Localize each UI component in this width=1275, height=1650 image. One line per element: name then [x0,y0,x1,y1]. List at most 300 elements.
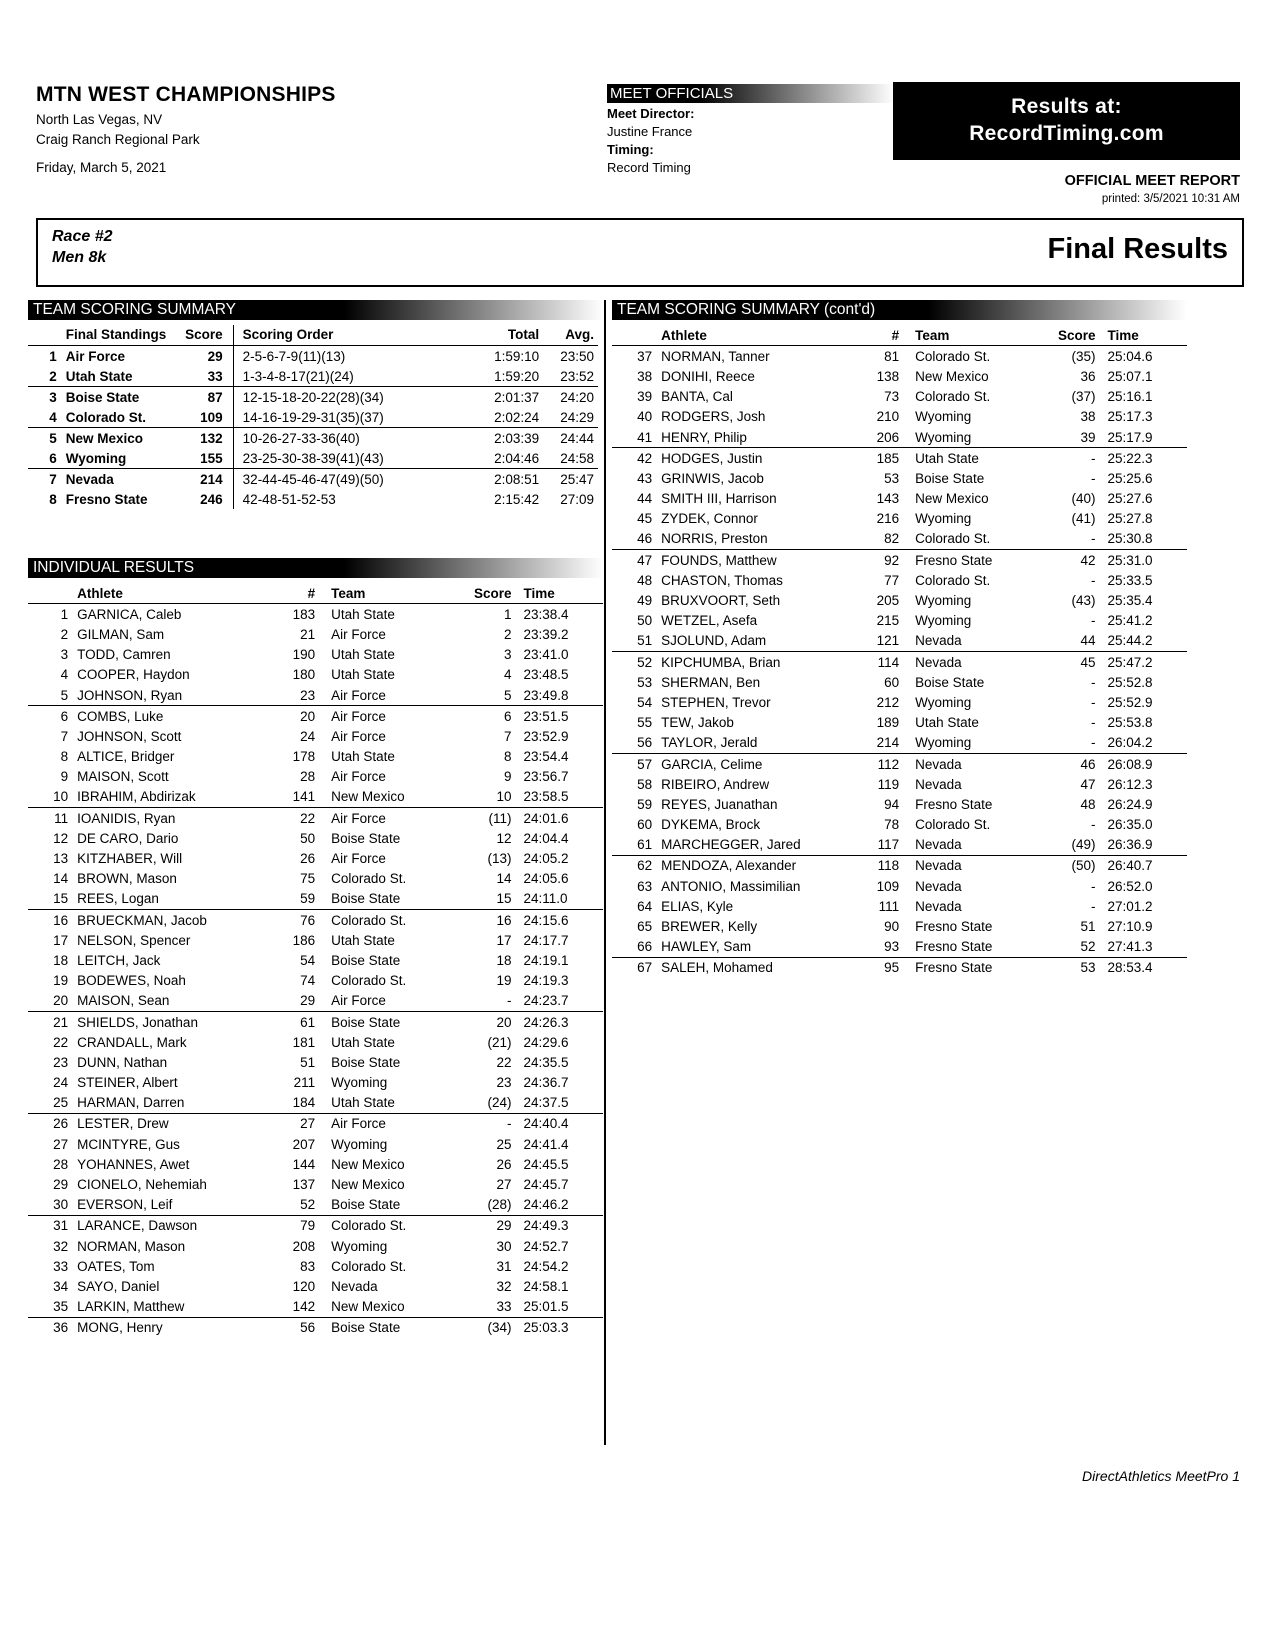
athlete-time: 23:54.4 [523,749,569,765]
athlete-score: - [1091,613,1096,629]
athlete-team: Wyoming [915,427,1040,448]
header-avg: Avg. [539,325,598,346]
athlete-time: 25:53.8 [1107,715,1153,731]
athlete-time: 24:52.7 [523,1238,569,1254]
team-name: Air Force [65,348,126,364]
athlete-score: - [1091,450,1096,466]
athlete-team: Colorado St. [915,389,991,405]
team-score: 155 [181,448,233,469]
athlete-score: 16 [496,912,512,928]
athlete-team: Boise State [331,1320,401,1336]
table-row [28,991,603,1012]
header-time: Time [1108,325,1187,346]
athlete-place: 35 [28,1297,77,1318]
table-row [612,509,1187,529]
athlete-bib: 61 [300,1014,316,1030]
athlete-team: Wyoming [331,1075,388,1091]
athlete-bib: 120 [292,1278,316,1294]
results-at-line1: Results at: [1011,95,1122,119]
team-rank: 8 [49,491,57,507]
athlete-name: ZYDEK, Connor [661,511,758,527]
athlete-name: NORMAN, Mason [77,1238,186,1254]
table-row [28,1174,603,1194]
athlete-name: RIBEIRO, Andrew [661,776,770,792]
team-scoring-contd-bar [612,300,1187,320]
table-row [28,448,598,469]
header-total: Total [463,325,539,346]
team-rank: 7 [49,471,57,487]
table-row [28,726,603,746]
athlete-place: 3 [60,647,69,663]
athlete-time: 25:17.3 [1107,409,1153,425]
athlete-time: 24:36.7 [523,1075,569,1091]
athlete-place: 2 [60,626,69,642]
athlete-bib: 112 [877,756,900,772]
meet-date: Friday, March 5, 2021 [36,160,167,175]
athlete-name: LARKIN, Matthew [77,1297,270,1318]
athlete-score: 36 [1080,368,1096,384]
athlete-name: BRUXVOORT, Seth [661,593,781,609]
team-average-time: 27:09 [560,491,594,507]
table-row [28,1113,603,1134]
athlete-team: Wyoming [915,733,1040,754]
table-row [28,787,603,808]
header-score: Score [457,583,524,604]
athlete-time: 23:51.5 [523,708,569,724]
athlete-place: 34 [53,1278,69,1294]
meet-director-label: Meet Director: [607,106,695,121]
table-row [28,848,603,868]
athlete-place: 54 [637,694,653,710]
athlete-team: New Mexico [915,491,989,507]
athlete-name: FOUNDS, Matthew [661,552,777,568]
athlete-score: 4 [504,667,512,683]
footer-note: DirectAthletics MeetPro 1 [1082,1468,1240,1484]
header-bib: # [855,325,916,346]
team-score: 214 [200,471,223,487]
athlete-bib: 77 [884,572,900,588]
athlete-score: (13) [487,851,512,867]
athlete-place: 59 [637,796,653,812]
athlete-team: Air Force [331,685,456,706]
race-event: Men 8k [52,249,107,266]
athlete-name: LESTER, Drew [77,1116,169,1132]
athlete-time: 25:47.2 [1107,654,1153,670]
athlete-place: 60 [637,817,653,833]
athlete-name: CRANDALL, Mark [77,1034,187,1050]
athlete-time: 25:01.5 [524,1297,603,1318]
team-rank: 6 [28,448,66,469]
athlete-bib: 22 [300,810,316,826]
athlete-name: KITZHABER, Will [77,851,183,867]
athlete-name: NELSON, Spencer [77,932,191,948]
athlete-team: Air Force [331,851,386,867]
table-row [612,387,1187,407]
athlete-team: Boise State [331,889,456,910]
athlete-team: Colorado St. [331,1218,407,1234]
athlete-name: BRUECKMAN, Jacob [77,912,207,928]
team-scoring-order: 10-26-27-33-36(40) [233,428,463,449]
athlete-name: JOHNSON, Ryan [77,685,270,706]
athlete-bib: 186 [292,932,316,948]
athlete-team: Wyoming [915,613,972,629]
athlete-name: SMITH III, Harrison [661,491,777,507]
athlete-name: HODGES, Justin [661,450,763,466]
team-total-time: 2:01:37 [494,389,540,405]
athlete-team: Air Force [331,728,386,744]
athlete-score: (21) [487,1034,512,1050]
athlete-name: CHASTON, Thomas [661,572,783,588]
athlete-name: TODD, Camren [77,647,171,663]
team-scoring-order: 23-25-30-38-39(41)(43) [233,448,463,469]
athlete-time: 24:41.4 [523,1136,569,1152]
athlete-team: Boise State [331,830,401,846]
athlete-score: 3 [504,647,512,663]
table-row [28,1154,603,1174]
athlete-team: Wyoming [331,1136,388,1152]
athlete-place: 17 [53,932,69,948]
athlete-name: ELIAS, Kyle [661,898,734,914]
athlete-name: GRINWIS, Jacob [661,470,764,486]
athlete-name: SALEH, Mohamed [661,960,773,976]
athlete-bib: 54 [300,952,316,968]
table-row [612,876,1187,896]
athlete-score: 39 [1041,427,1108,448]
meet-city: North Las Vegas, NV [36,112,163,127]
athlete-score: 1 [504,606,512,622]
table-row [28,767,603,787]
athlete-team: Boise State [331,1014,401,1030]
athlete-place: 11 [54,810,69,826]
athlete-place: 4 [60,667,69,683]
table-row [28,366,598,387]
table-row [612,570,1187,590]
athlete-score: 26 [496,1156,512,1172]
header-rank [28,325,66,346]
athlete-score: 6 [504,708,512,724]
athlete-score: 44 [1041,631,1108,652]
athlete-place: 9 [60,769,69,785]
table-row [612,529,1187,550]
athlete-place: 16 [53,912,69,928]
meet-officials-bar [607,84,894,103]
table-row [612,855,1187,876]
athlete-time: 25:52.9 [1107,694,1153,710]
athlete-score: 12 [496,830,512,846]
table-row [612,346,1187,367]
table-row [612,692,1187,712]
athlete-score: - [1091,674,1096,690]
table-row [612,672,1187,692]
table-row [612,916,1187,936]
team-total-time: 1:59:10 [494,348,540,364]
athlete-name: DONIHI, Reece [661,368,755,384]
team-scoring-order: 42-48-51-52-53 [233,489,463,509]
athlete-time: 23:41.0 [523,647,569,663]
team-scoring-contd-bar-label: TEAM SCORING SUMMARY (cont'd) [617,301,876,318]
athlete-name: SHIELDS, Jonathan [77,1014,198,1030]
athlete-name: NORRIS, Preston [661,529,854,550]
athlete-score: 17 [496,932,512,948]
athlete-score: 19 [496,973,512,989]
athlete-name: REES, Logan [77,889,270,910]
header-score: Score [1041,325,1108,346]
athlete-time: 24:01.6 [523,810,569,826]
athlete-name: MCINTYRE, Gus [77,1136,180,1152]
athlete-place: 56 [612,733,661,754]
athlete-time: 25:07.1 [1107,368,1153,384]
athlete-place: 18 [53,952,69,968]
athlete-name: YOHANNES, Awet [77,1156,190,1172]
athlete-place: 66 [612,937,661,958]
athlete-team: Boise State [331,952,401,968]
table-row [612,957,1187,978]
athlete-team: New Mexico [331,1177,405,1193]
athlete-team: Wyoming [915,409,972,425]
athlete-place: 45 [637,511,653,527]
team-scoring-bar-label: TEAM SCORING SUMMARY [33,301,236,318]
athlete-score: 18 [496,952,512,968]
header-athlete: Athlete [77,583,270,604]
athlete-time: 26:12.3 [1107,776,1153,792]
athlete-time: 24:11.0 [524,889,603,910]
athlete-place: 23 [53,1054,69,1070]
team-scoring-order: 1-3-4-8-17(21)(24) [233,366,463,387]
athlete-place: 48 [637,572,653,588]
athlete-time: 24:37.5 [524,1093,603,1114]
athlete-time: 24:05.6 [523,871,569,887]
team-score: 29 [207,348,223,364]
athlete-bib: 184 [271,1093,332,1114]
table-row [612,835,1187,856]
athlete-bib: 56 [300,1320,316,1336]
athlete-bib: 119 [877,776,900,792]
header-team: Team [331,583,456,604]
athlete-name: COMBS, Luke [77,708,164,724]
race-number: Race #2 [52,228,113,245]
athlete-place: 28 [53,1156,69,1172]
athlete-place: 62 [637,858,653,874]
athlete-score: 42 [1080,552,1096,568]
table-row [612,489,1187,509]
athlete-bib: 82 [855,529,916,550]
athlete-bib: 211 [293,1075,316,1091]
individual-results-table-right [612,325,1187,978]
athlete-name: GILMAN, Sam [77,626,165,642]
table-row [28,387,598,408]
athlete-name: DE CARO, Dario [77,830,179,846]
athlete-score: 33 [457,1297,524,1318]
team-scoring-bar [28,300,603,320]
individual-results-bar [28,558,603,578]
athlete-place: 10 [28,787,77,808]
athlete-bib: 142 [271,1297,332,1318]
athlete-place: 6 [60,708,69,724]
athlete-score: (40) [1071,491,1096,507]
athlete-time: 23:38.4 [523,606,569,622]
header-team: Team [915,325,1040,346]
athlete-bib: 118 [877,858,900,874]
athlete-bib: 29 [271,991,332,1012]
team-rank: 2 [28,366,66,387]
athlete-score: 46 [1080,756,1096,772]
athlete-score: - [1091,694,1096,710]
athlete-place: 61 [612,835,661,856]
athlete-name: HENRY, Philip [661,427,854,448]
athlete-bib: 189 [876,715,900,731]
athlete-score: 22 [496,1054,512,1070]
athlete-time: 25:22.3 [1107,450,1153,466]
athlete-team: Colorado St. [915,529,1040,550]
athlete-score: 48 [1080,796,1096,812]
athlete-place: 30 [28,1195,77,1216]
team-average-time: 25:47 [560,471,594,487]
athlete-time: 28:53.4 [1107,960,1153,976]
athlete-score: (37) [1071,389,1096,405]
table-row [28,346,598,367]
table-row [28,489,598,509]
athlete-score: (11) [488,810,512,826]
athlete-place: 36 [53,1320,69,1336]
athlete-score: 8 [504,749,512,765]
athlete-place: 13 [53,851,69,867]
athlete-time: 26:36.9 [1108,835,1187,856]
table-row [28,706,603,727]
team-scoring-order: 2-5-6-7-9(11)(13) [233,346,463,367]
athlete-score: 10 [457,787,524,808]
athlete-place: 67 [637,960,653,976]
athlete-time: 25:33.5 [1107,572,1153,588]
team-total-time: 2:15:42 [494,491,540,507]
athlete-team: Colorado St. [915,817,991,833]
table-row [28,1195,603,1216]
athlete-time: 26:08.9 [1107,756,1153,772]
athlete-place: 1 [60,606,69,622]
athlete-bib: 76 [300,912,316,928]
athlete-time: 23:48.5 [523,667,569,683]
athlete-bib: 117 [855,835,916,856]
athlete-name: MENDOZA, Alexander [661,858,797,874]
team-average-time: 23:50 [560,348,594,364]
athlete-time: 24:46.2 [524,1195,603,1216]
header-place [612,325,661,346]
team-score: 246 [200,491,223,507]
athlete-score: - [507,1116,512,1132]
athlete-place: 44 [637,491,653,507]
athlete-place: 21 [53,1014,69,1030]
individual-results-bar-label: INDIVIDUAL RESULTS [33,559,195,576]
athlete-place: 31 [53,1218,69,1234]
table-row [28,407,598,428]
athlete-team: Fresno State [915,796,993,812]
timing-name: Record Timing [607,160,691,175]
athlete-team: Fresno State [915,937,1040,958]
athlete-bib: 205 [876,593,900,609]
athlete-name: GARNICA, Caleb [77,606,182,622]
athlete-place: 5 [28,685,77,706]
athlete-bib: 109 [876,878,900,894]
athlete-time: 25:16.1 [1107,389,1153,405]
athlete-time: 25:03.3 [523,1320,569,1336]
table-row [612,774,1187,794]
athlete-name: HAWLEY, Sam [661,937,854,958]
athlete-place: 63 [637,878,653,894]
team-scoring-order: 12-15-18-20-22(28)(34) [233,387,463,408]
athlete-name: MARCHEGGER, Jared [661,835,854,856]
athlete-time: 24:49.3 [523,1218,569,1234]
athlete-name: TEW, Jakob [661,715,734,731]
athlete-place: 7 [60,728,69,744]
athlete-time: 24:26.3 [523,1014,569,1030]
athlete-place: 8 [60,749,69,765]
athlete-bib: 60 [884,674,900,690]
athlete-team: Air Force [331,708,386,724]
athlete-place: 12 [53,830,69,846]
athlete-time: 26:35.0 [1107,817,1153,833]
athlete-bib: 94 [884,796,900,812]
athlete-place: 25 [28,1093,77,1114]
athlete-bib: 111 [878,898,900,914]
table-row [612,713,1187,733]
table-row [28,747,603,767]
athlete-place: 40 [637,409,653,425]
header-time: Time [524,583,603,604]
athlete-name: GARCIA, Celime [661,756,763,772]
athlete-name: MAISON, Sean [77,991,270,1012]
athlete-bib: 137 [292,1177,316,1193]
athlete-score: 2 [504,626,512,642]
athlete-score: 14 [496,871,512,887]
athlete-place: 14 [53,871,69,887]
athlete-score: (43) [1071,593,1096,609]
athlete-bib: 81 [884,348,900,364]
athlete-time: 25:30.8 [1108,529,1187,550]
team-scoring-order: 32-44-45-46-47(49)(50) [233,469,463,490]
athlete-score: (49) [1041,835,1108,856]
athlete-score: (28) [457,1195,524,1216]
athlete-bib: 183 [292,606,316,622]
team-rank: 1 [49,348,57,364]
athlete-time: 23:58.5 [524,787,603,808]
athlete-name: BROWN, Mason [77,871,177,887]
athlete-time: 23:56.7 [523,769,569,785]
table-row [28,910,603,931]
athlete-bib: 23 [271,685,332,706]
athlete-team: Nevada [915,776,962,792]
athlete-time: 26:24.9 [1107,796,1153,812]
athlete-score: 15 [457,889,524,910]
table-row [612,753,1187,774]
athlete-score: 9 [504,769,512,785]
table-row [28,624,603,644]
athlete-score: - [1091,715,1096,731]
athlete-team: Utah State [331,667,395,683]
athlete-name: BODEWES, Noah [77,973,186,989]
athlete-bib: 79 [300,1218,316,1234]
athlete-team: Fresno State [915,552,993,568]
table-row [612,733,1187,754]
athlete-team: Colorado St. [331,973,407,989]
team-average-time: 23:52 [539,366,598,387]
header-score: Score [181,325,233,346]
team-scoring-order: 14-16-19-29-31(35)(37) [233,407,463,428]
table-row [612,794,1187,814]
athlete-name: CIONELO, Nehemiah [77,1177,207,1193]
athlete-team: Wyoming [915,511,972,527]
team-name: Nevada [65,471,114,487]
header-order: Scoring Order [233,325,463,346]
athlete-team: Utah State [331,647,395,663]
